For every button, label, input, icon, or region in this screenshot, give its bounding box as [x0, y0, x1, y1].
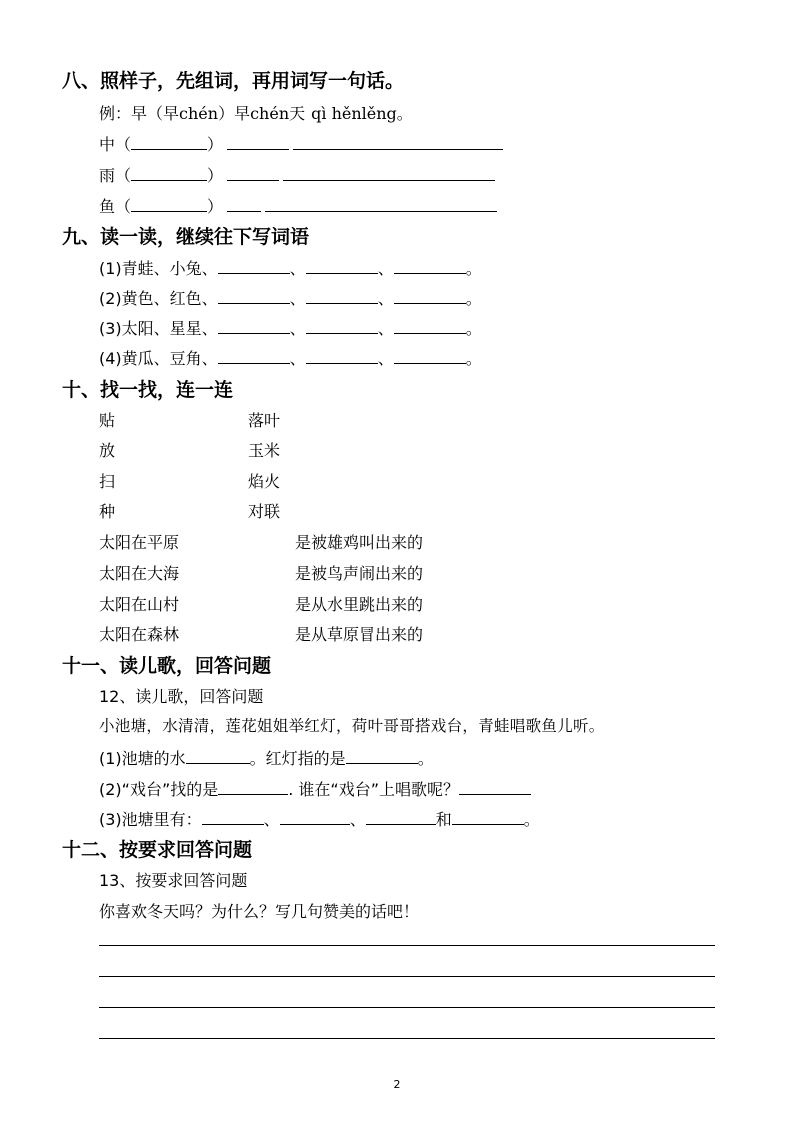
word-blank-9-3a[interactable] [218, 319, 290, 334]
word-blank-1[interactable] [131, 135, 207, 150]
question-3 [99, 807, 540, 830]
word-blank-1b[interactable] [227, 135, 289, 150]
q2-text-b: . 谁在“戏台”上唱歌呢？ [288, 780, 460, 799]
q1-text-a: (1)池塘的水 [99, 749, 186, 768]
period: 。 [465, 289, 482, 308]
sentence-blank-2[interactable] [283, 166, 495, 181]
close-paren-2: ） [207, 166, 224, 185]
match2-left-3[interactable]: 太阳在山村 [99, 595, 180, 614]
match-left-2[interactable]: 放 [99, 441, 116, 460]
q3-blank-1[interactable] [202, 810, 264, 825]
compose-char-3: 鱼（ [99, 197, 132, 216]
word-blank-9-4c[interactable] [394, 349, 466, 364]
q2-blank-2[interactable] [459, 780, 531, 795]
section-9-heading: 九、读一读，继续往下写词语 [62, 226, 310, 248]
q1-text-c: 。 [417, 749, 434, 768]
word-blank-9-4b[interactable] [306, 349, 378, 364]
word-blank-3b[interactable] [227, 197, 261, 212]
compose-row-3 [99, 194, 497, 217]
match2-left-2[interactable]: 太阳在大海 [99, 564, 180, 583]
question-12-title: 12、读儿歌，回答问题 [99, 687, 264, 706]
q3-blank-2[interactable] [280, 810, 350, 825]
match-left-4[interactable]: 种 [99, 502, 116, 521]
match2-left-1[interactable]: 太阳在平原 [99, 533, 180, 552]
word-row-4 [99, 346, 482, 369]
example-prefix: 例：早（早 [99, 104, 180, 123]
word-row-label-4: (4)黄瓜、豆角、 [99, 349, 218, 368]
match-left-3[interactable]: 扫 [99, 472, 116, 491]
q2-blank-1[interactable] [218, 780, 288, 795]
separator: 、 [289, 349, 306, 368]
match2-left-4[interactable]: 太阳在森林 [99, 625, 180, 644]
word-blank-9-2a[interactable] [218, 289, 290, 304]
separator: 、 [289, 319, 306, 338]
example-pinyin-2: chén [250, 104, 290, 123]
match2-right-3[interactable]: 是从水里跳出来的 [295, 595, 424, 614]
match2-right-1[interactable]: 是被雄鸡叫出来的 [295, 533, 424, 552]
word-blank-9-2b[interactable] [306, 289, 378, 304]
word-row-label-1: (1)青蛙、小兔、 [99, 259, 218, 278]
q3-blank-3[interactable] [366, 810, 436, 825]
example-pinyin-3: qì hěnlěng [311, 104, 397, 123]
q3-and: 和 [435, 810, 452, 829]
q1-blank-2[interactable] [346, 749, 418, 764]
answer-line-3[interactable] [99, 1007, 715, 1008]
match-right-4[interactable]: 对联 [248, 502, 281, 521]
section-10-heading: 十、找一找，连一连 [62, 379, 234, 401]
compose-char-2: 雨（ [99, 166, 132, 185]
poem-text: 小池塘，水清清，莲花姐姐举红灯，荷叶哥哥搭戏台，青蛙唱歌鱼儿听。 [99, 717, 605, 735]
close-paren-3: ） [207, 197, 224, 216]
separator: 、 [289, 289, 306, 308]
separator: 、 [377, 259, 394, 278]
word-row-1 [99, 256, 482, 279]
word-row-label-2: (2)黄色、红色、 [99, 289, 218, 308]
sentence-blank-3[interactable] [265, 197, 497, 212]
word-blank-9-1c[interactable] [394, 259, 466, 274]
answer-line-1[interactable] [99, 945, 715, 946]
separator: 、 [377, 319, 394, 338]
q3-blank-4[interactable] [452, 810, 524, 825]
page-number: 2 [393, 1078, 401, 1091]
word-blank-9-3b[interactable] [306, 319, 378, 334]
period: 。 [465, 259, 482, 278]
compose-row-2 [99, 163, 495, 186]
q3-text-a: (3)池塘里有： [99, 810, 202, 829]
separator: 、 [377, 289, 394, 308]
word-blank-9-1a[interactable] [218, 259, 290, 274]
answer-line-2[interactable] [99, 976, 715, 977]
section-8-heading: 八、照样子，先组词，再用词写一句话。 [62, 70, 405, 92]
compose-row-1 [99, 132, 503, 155]
answer-line-4[interactable] [99, 1038, 715, 1039]
word-row-2 [99, 286, 482, 309]
match2-right-4[interactable]: 是从草原冒出来的 [295, 625, 424, 644]
section-11-heading: 十一、读儿歌，回答问题 [62, 655, 272, 677]
match-left-1[interactable]: 贴 [99, 411, 116, 430]
period: 。 [465, 319, 482, 338]
word-blank-2[interactable] [131, 166, 207, 181]
period: 。 [523, 810, 540, 829]
question-2 [99, 777, 531, 800]
word-blank-2b[interactable] [227, 166, 279, 181]
question-13-title: 13、按要求回答问题 [99, 871, 248, 890]
separator: 、 [349, 810, 366, 829]
separator: 、 [289, 259, 306, 278]
example-mid: ）早 [218, 104, 251, 123]
question-1 [99, 746, 434, 769]
compose-char-1: 中（ [99, 135, 132, 154]
word-blank-3[interactable] [131, 197, 207, 212]
word-blank-9-2c[interactable] [394, 289, 466, 304]
writing-prompt: 你喜欢冬天吗？为什么？写几句赞美的话吧！ [99, 902, 420, 921]
sentence-blank-1[interactable] [293, 135, 503, 150]
separator: 、 [377, 349, 394, 368]
example-mid-2: 天 [289, 104, 306, 123]
word-row-3 [99, 316, 482, 339]
separator: 、 [263, 810, 280, 829]
word-blank-9-1b[interactable] [306, 259, 378, 274]
q1-text-b: 。红灯指的是 [249, 749, 346, 768]
word-blank-9-4a[interactable] [218, 349, 290, 364]
match-right-2[interactable]: 玉米 [248, 441, 281, 460]
period: 。 [465, 349, 482, 368]
match2-right-2[interactable]: 是被鸟声闹出来的 [295, 564, 424, 583]
match-right-1[interactable]: 落叶 [248, 411, 281, 430]
q2-text-a: (2)“戏台”找的是 [99, 780, 219, 799]
match-right-3[interactable]: 焰火 [248, 472, 281, 491]
example-line [99, 101, 413, 124]
section-12-heading: 十二、按要求回答问题 [62, 839, 253, 861]
example-pinyin-1: chén [179, 104, 219, 123]
example-end: 。 [396, 104, 413, 123]
q1-blank-1[interactable] [186, 749, 250, 764]
close-paren-1: ） [207, 135, 224, 154]
word-blank-9-3c[interactable] [394, 319, 466, 334]
word-row-label-3: (3)太阳、星星、 [99, 319, 218, 338]
